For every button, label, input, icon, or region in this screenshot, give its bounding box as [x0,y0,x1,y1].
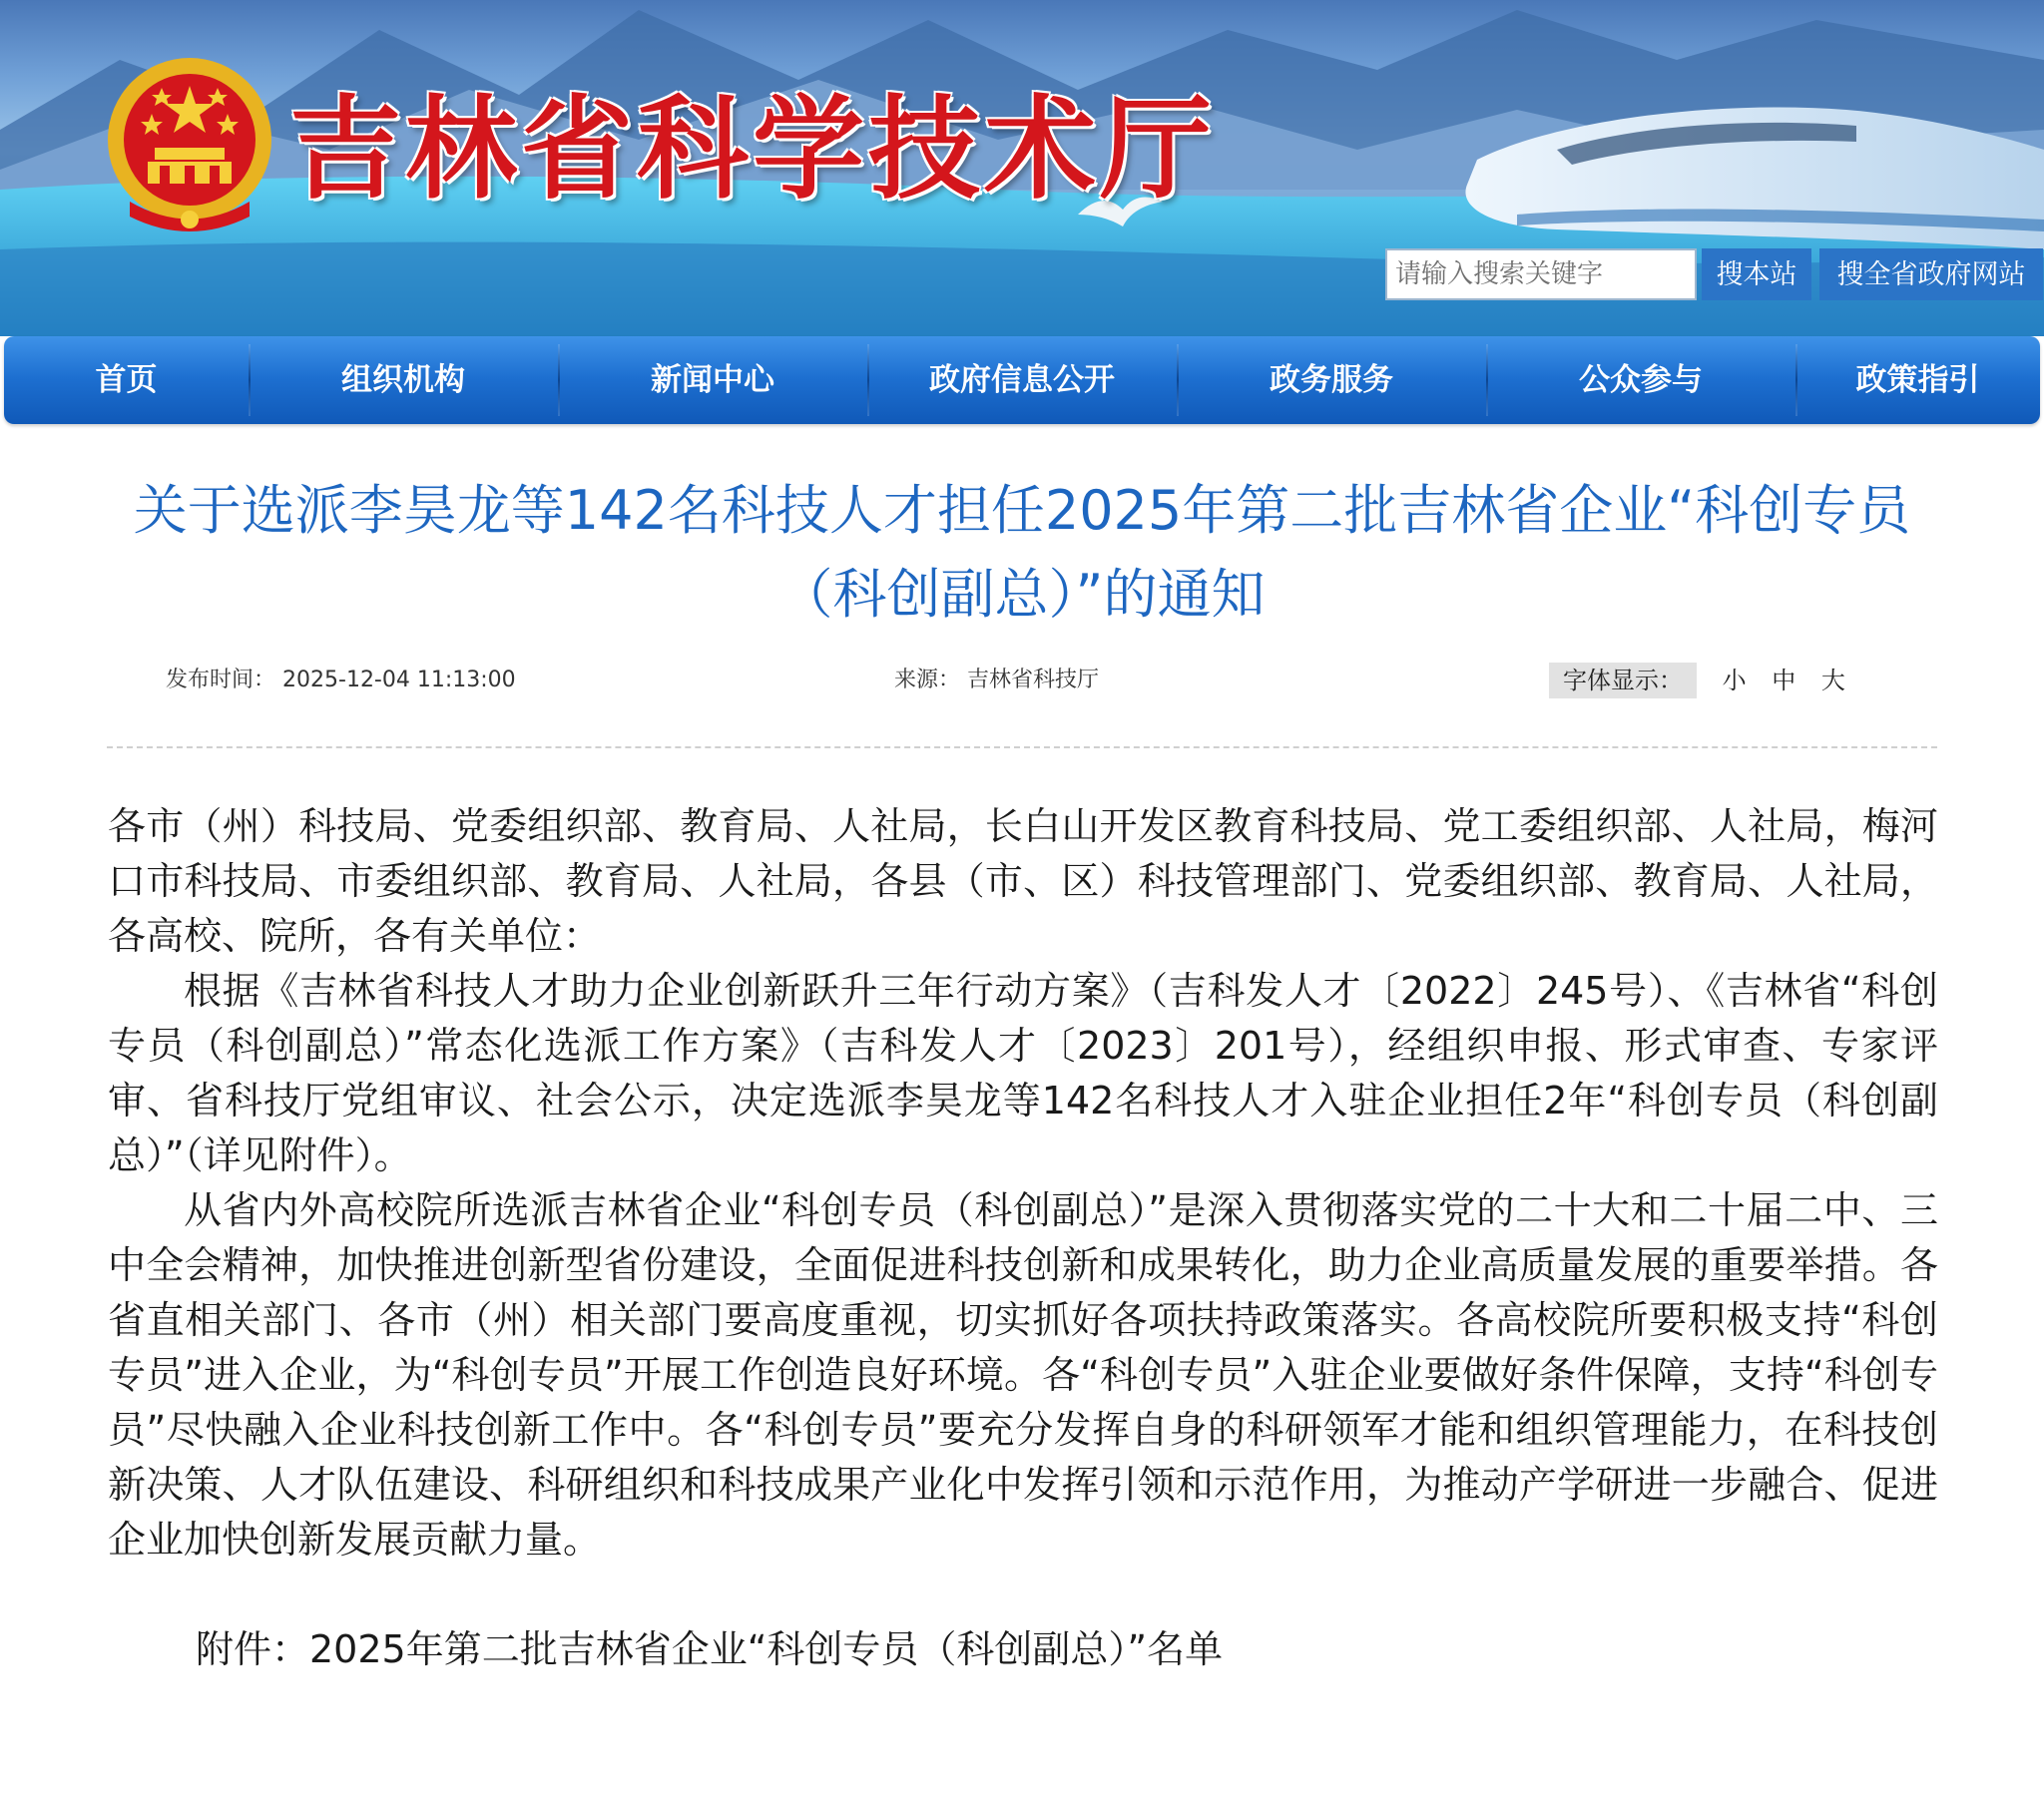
header-banner [0,0,2044,336]
publish-time-label: 发布时间： [166,668,276,692]
nav-item-public-participation[interactable]: 公众参与 [1486,336,1795,424]
nav-item-organization[interactable]: 组织机构 [249,336,558,424]
font-size-large[interactable]: 大 [1820,667,1845,694]
publish-time-value: 2025-12-04 11:13:00 [282,668,516,692]
nav-item-gov-info[interactable]: 政府信息公开 [867,336,1177,424]
nav-item-news-center[interactable]: 新闻中心 [558,336,867,424]
font-size-medium[interactable]: 中 [1772,667,1796,694]
nav-item-policy-guide[interactable]: 政策指引 [1795,336,2040,424]
meta-divider [107,746,1937,748]
main-nav [4,336,2040,424]
font-size-control [1549,663,1845,698]
source-value: 吉林省科技厅 [967,668,1100,692]
national-emblem-icon [100,52,279,241]
body-paragraph: 从省内外高校院所选派吉林省企业“科创专员（科创副总）”是深入贯彻落实党的二十大和二十届二中、三中全会精神，加快推进创新型省份建设，全面促进科技创新和成果转化，助力企业高质量发展的重要举措。各省直相关部门、各市（州）相关部门要高度重视，切实抓好各项扶持政策落实。各高校院所要积极支持“科创专员”进入企业，为“科创专员”开展工作创造良好环境。各“科创专员”入驻企业要做好条件保障，支持“科创专员”尽快融入企业科技创新工作中。各“科创专员”要充分发挥自身的科研领军才能和组织管理能力，在科技创新决策、人才队伍建设、科研组织和科技成果产业化中发挥引领和示范作用，为推动产学研进一步融合、促进企业加快创新发展贡献力量。 [108,1188,1938,1562]
font-size-small[interactable]: 小 [1722,667,1747,694]
body-paragraph: 根据《吉林省科技人才助力企业创新跃升三年行动方案》（吉科发人才〔2022〕245号）、《吉林省“科创专员（科创副总）”常态化选派工作方案》（吉科发人才〔2023〕201号），经组织申报、形式审查、专家评审、省科技厅党组审议、社会公示，决定选派李昊龙等142名科技人才入驻企业担任2年“科创专员（科创副总）”（详见附件）。 [108,969,1938,1177]
article-title: 关于选派李昊龙等142名科技人才担任2025年第二批吉林省企业“科创专员（科创副总）”的通知 [133,479,1911,627]
article-body [108,799,1938,1677]
search-gov-sites-button[interactable]: 搜全省政府网站 [1819,248,2043,300]
source-label: 来源： [894,668,961,692]
search-input[interactable] [1385,248,1697,300]
font-size-label: 字体显示： [1549,663,1697,698]
attachment-link[interactable]: 附件：2025年第二批吉林省企业“科创专员（科创副总）”名单 [196,1627,1224,1671]
nav-item-home[interactable]: 首页 [95,362,158,398]
article-source [894,663,1099,698]
site-title: 吉林省科学技术厅 [289,85,1216,215]
nav-item-gov-services[interactable]: 政务服务 [1177,336,1486,424]
publish-time [166,663,516,698]
salutation-paragraph: 各市（州）科技局、党委组织部、教育局、人社局，长白山开发区教育科技局、党工委组织部、人社局，梅河口市科技局、市委组织部、教育局、人社局，各县（市、区）科技管理部门、党委组织部、教育局、人社局，各高校、院所，各有关单位： [108,804,1938,958]
search-site-button[interactable]: 搜本站 [1702,248,1811,300]
